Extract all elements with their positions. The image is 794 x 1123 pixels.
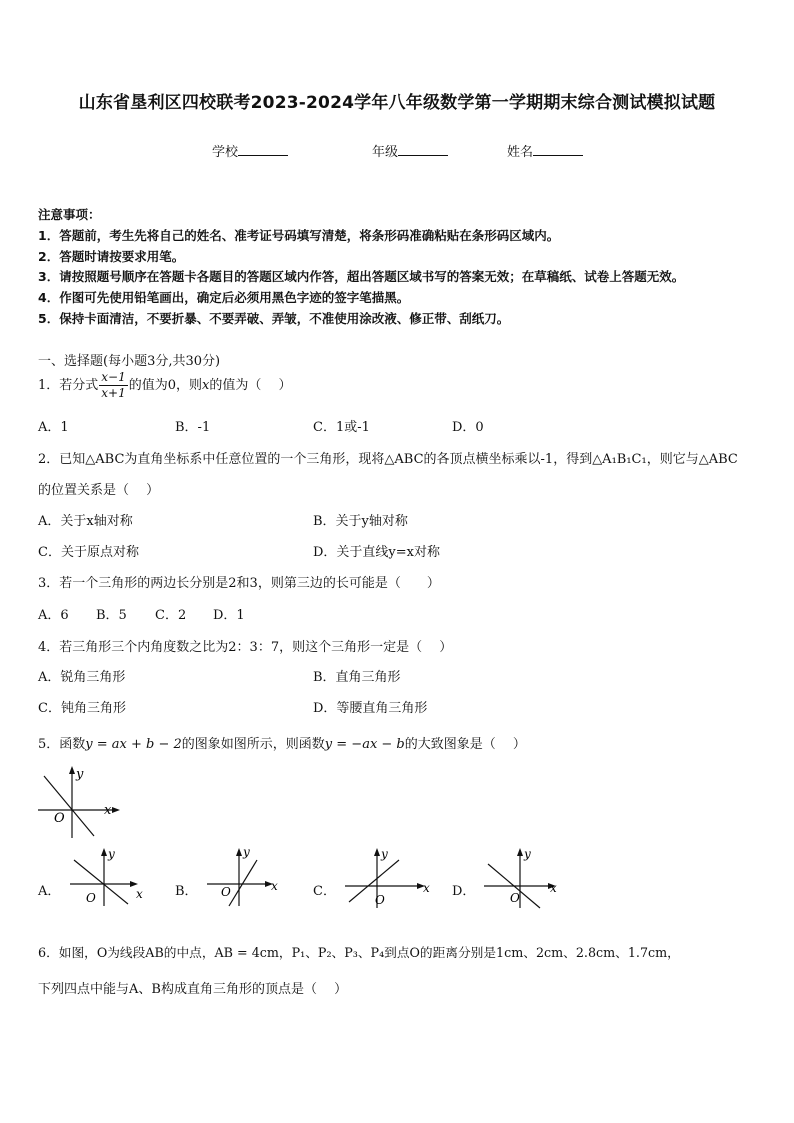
y-axis-arrow [69, 766, 75, 774]
y-axis-label: y [243, 846, 250, 859]
q4-option-b[interactable]: B．直角三角形 [313, 670, 401, 685]
note-item: 1．答题前，考生先将自己的姓名、准考证号码填写清楚，将条形码准确粘贴在条形码区域内。 [38, 228, 560, 243]
q1-option-d[interactable]: D．0 [452, 420, 484, 435]
q5-function-2: y = −ax − b [324, 737, 405, 752]
y-axis-label: y [76, 767, 84, 782]
name-label: 姓名 [507, 145, 534, 160]
q3-option-b[interactable]: B．5 [96, 608, 127, 623]
school-blank[interactable] [238, 143, 288, 156]
q4-text: 4．若三角形三个内角度数之比为2：3：7，则这个三角形一定是（ ） [38, 640, 453, 655]
q1-fraction [99, 370, 127, 401]
q3-text: 3．若一个三角形的两边长分别是2和3，则第三边的长可能是（ ） [38, 576, 440, 591]
q6-line-1: 6．如图，O为线段AB的中点，AB = 4cm，P₁、P₂、P₃、P₄到点O的距离分别是1cm、2cm、2.8cm、1.7cm， [38, 945, 680, 960]
q2-line-2: 的位置关系是（ ） [38, 483, 160, 498]
q3-option-d[interactable]: D．1 [213, 608, 245, 623]
school-field[interactable] [212, 141, 288, 160]
q2-option-d[interactable]: D．关于直线y=x对称 [313, 545, 440, 560]
q3-option-a[interactable]: A．6 [38, 608, 69, 623]
q2-option-b[interactable]: B．关于y轴对称 [313, 514, 408, 529]
q4-option-d[interactable]: D．等腰直角三角形 [313, 701, 428, 716]
y-axis-label: y [381, 847, 388, 861]
q1-option-c[interactable]: C．1或-1 [313, 420, 370, 435]
grade-label: 年级 [372, 145, 399, 160]
q5-option-b-label[interactable]: B． [175, 884, 198, 899]
q5-mid: 的图象如图所示，则函数 [181, 737, 325, 752]
notes-heading: 注意事项： [38, 207, 101, 222]
section-title: 一、选择题(每小题3分,共30分) [38, 354, 221, 369]
q5-option-c-label[interactable]: C． [313, 884, 336, 899]
note-item: 5．保持卡面清洁，不要折暴、不要弄破、弄皱，不准使用涂改液、修正带、刮纸刀。 [38, 311, 510, 326]
page-title: 山东省垦利区四校联考2023-2024学年八年级数学第一学期期末综合测试模拟试题 [78, 93, 716, 113]
origin-label: O [86, 891, 96, 905]
name-field[interactable] [507, 141, 583, 160]
q5-option-a-graph[interactable] [66, 846, 146, 908]
x-axis-arrow [112, 807, 120, 813]
q1-prefix: 1．若分式 [38, 378, 99, 393]
q1-frac-numerator: x−1 [101, 370, 126, 384]
q5-given-graph [36, 762, 126, 842]
grade-blank[interactable] [398, 143, 448, 156]
q5-option-d-graph[interactable] [480, 846, 564, 910]
x-axis-label: x [136, 887, 143, 901]
q1-frac-denominator: x+1 [101, 386, 126, 400]
x-axis-label: x [550, 881, 557, 895]
origin-label: O [375, 893, 385, 907]
school-label: 学校 [212, 145, 239, 160]
note-item: 3．请按照题号顺序在答题卡各题目的答题区域内作答，超出答题区域书写的答案无效；在草稿纸、试卷上答题无效。 [38, 269, 685, 284]
note-item: 2．答题时请按要求用笔。 [38, 249, 185, 264]
y-axis-label: y [108, 847, 115, 861]
function-line [44, 776, 94, 836]
q1-mid: 的值为0，则 [128, 378, 203, 393]
y-axis-label: y [524, 847, 531, 861]
name-blank[interactable] [533, 143, 583, 156]
q5-option-c-graph[interactable] [341, 846, 431, 910]
x-axis-label: x [423, 881, 430, 895]
q5-option-d-label[interactable]: D． [452, 884, 476, 899]
q5-suffix: 的大致图象是（ ） [404, 737, 526, 752]
q5-prefix: 5．函数 [38, 737, 86, 752]
q6-line-2: 下列四点中能与A、B构成直角三角形的顶点是（ ） [38, 982, 348, 997]
q4-option-c[interactable]: C．钝角三角形 [38, 701, 126, 716]
q5-function-1: y = ax + b − 2 [85, 737, 182, 752]
x-axis-label: x [104, 803, 112, 818]
q1-suffix: 的值为（ ） [209, 378, 292, 393]
origin-label: O [221, 885, 231, 899]
q1-var: x [202, 378, 210, 393]
q1-option-a[interactable]: A．1 [38, 420, 69, 435]
origin-label: O [510, 891, 520, 905]
question-1 [38, 370, 292, 401]
q2-option-c[interactable]: C．关于原点对称 [38, 545, 139, 560]
q5-option-b-graph[interactable] [203, 846, 283, 908]
q1-option-b[interactable]: B．-1 [175, 420, 211, 435]
question-5 [38, 733, 526, 752]
q5-option-a-label[interactable]: A． [38, 884, 61, 899]
q2-line-1: 2．已知△ABC为直角坐标系中任意位置的一个三角形，现将△ABC的各顶点横坐标乘以-1，得到△A₁B₁C₁，则它与△ABC [38, 452, 738, 467]
q3-option-c[interactable]: C．2 [155, 608, 187, 623]
q2-option-a[interactable]: A．关于x轴对称 [38, 514, 133, 529]
origin-label: O [54, 811, 65, 826]
q4-option-a[interactable]: A．锐角三角形 [38, 670, 126, 685]
x-axis-label: x [271, 879, 278, 893]
grade-field[interactable] [372, 141, 448, 160]
note-item: 4．作图可先使用铅笔画出，确定后必须用黑色字迹的签字笔描黑。 [38, 290, 410, 305]
